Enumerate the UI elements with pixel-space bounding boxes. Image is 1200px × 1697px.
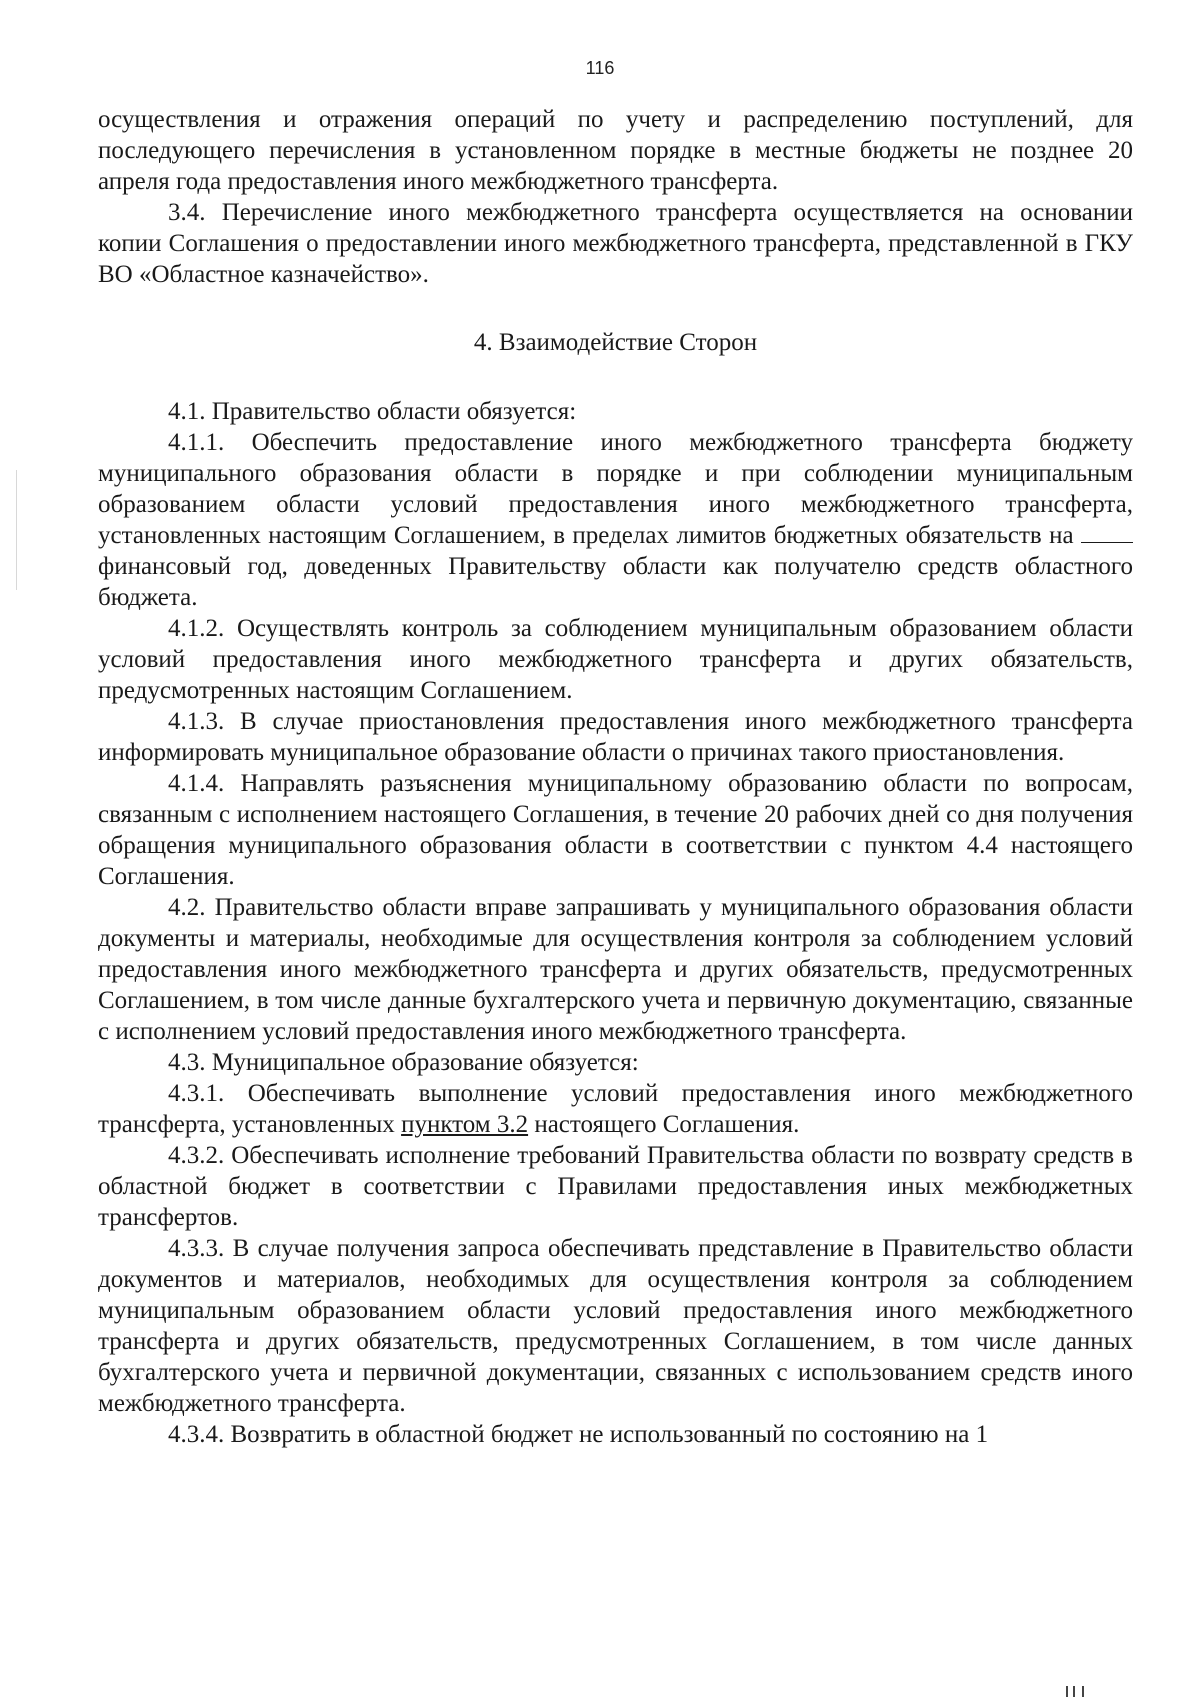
paragraph-4-2: 4.2. Правительство области вправе запрашивать у муниципального образования области документы и материалы, необходимые для осуществления контроля за соблюдением условий предоставления иного межбюджетного трансферта и других обязательств, предусмотренных Соглашением, в том числе данные бухгалтерского учета и первичную документацию, связанные с исполнением условий предоставления иного межбюджетного трансферта. — [98, 894, 1133, 1045]
paragraph-4-1-1-text-end: финансовый год, доведенных Правительству области как получателю средств областного бюджета. — [98, 553, 1133, 611]
clause-reference-link[interactable]: пунктом 3.2 — [401, 1111, 529, 1138]
paragraph-4-1-3: 4.1.3. В случае приостановления предоставления иного межбюджетного трансферта информировать муниципальное образование области о причинах такого приостановления. — [98, 708, 1133, 766]
paragraph-4-1-1-text-start: 4.1.1. Обеспечить предоставление иного межбюджетного трансферта бюджету муниципального образования области в порядке и при соблюдении муниципальным образованием области условий предоставления иного межбюджетного трансферта, установленных настоящим Соглашением, в пределах лимитов бюджетных обязательств на — [98, 429, 1133, 549]
paragraph-3-4: 3.4. Перечисление иного межбюджетного трансферта осуществляется на основании копии Соглашения о предоставлении иного межбюджетного трансферта, представленной в ГКУ ВО «Областное казначейство». — [98, 199, 1133, 288]
paragraph-4-1: 4.1. Правительство области обязуется: — [168, 398, 577, 425]
paragraph-4-3: 4.3. Муниципальное образование обязуется: — [168, 1049, 639, 1076]
paragraph-continuation: осуществления и отражения операций по учету и распределению поступлений, для последующего перечисления в установленном порядке в местные бюджеты не позднее 20 апреля года предоставления иного межбюджетного трансферта. — [98, 106, 1133, 195]
paragraph-4-3-1-text-end: настоящего Соглашения. — [528, 1111, 800, 1138]
paragraph-4-3-2: 4.3.2. Обеспечивать исполнение требований Правительства области по возврату средств в областной бюджет в соответствии с Правилами предоставления иных межбюджетных трансфертов. — [98, 1142, 1133, 1231]
document-body — [98, 104, 1133, 1450]
paragraph-4-3-3: 4.3.3. В случае получения запроса обеспечивать представление в Правительство области документов и материалов, необходимых для осуществления контроля за соблюдением муниципальным образованием области условий предоставления иного межбюджетного трансферта и других обязательств, предусмотренных Соглашением, в том числе данных бухгалтерского учета и первичной документации, связанных с использованием средств иного межбюджетного трансферта. — [98, 1235, 1133, 1417]
paragraph-4-1-1 — [98, 427, 1133, 613]
fill-in-blank — [1081, 524, 1133, 543]
page-number: 116 — [585, 58, 615, 78]
paragraph-4-1-4: 4.1.4. Направлять разъяснения муниципальному образованию области по вопросам, связанным с исполнением настоящего Соглашения, в течение 20 рабочих дней со дня получения обращения муниципального образования области в соответствии с пунктом 4.4 настоящего Соглашения. — [98, 770, 1133, 890]
paragraph-4-3-4: 4.3.4. Возвратить в областной бюджет не использованный по состоянию на 1 — [168, 1421, 989, 1448]
scan-edge-line — [16, 470, 17, 590]
paragraph-4-1-2: 4.1.2. Осуществлять контроль за соблюдением муниципальным образованием области условий предоставления иного межбюджетного трансферта и других обязательств, предусмотренных настоящим Соглашением. — [98, 615, 1133, 704]
paragraph-4-3-1 — [98, 1078, 1133, 1140]
paragraph-4-3-1-text-start: 4.3.1. Обеспечивать выполнение условий предоставления иного межбюджетного трансферта, установленных — [98, 1080, 1133, 1138]
section-heading: 4. Взаимодействие Сторон — [473, 329, 758, 356]
scan-artifact-mark — [1066, 1686, 1088, 1697]
